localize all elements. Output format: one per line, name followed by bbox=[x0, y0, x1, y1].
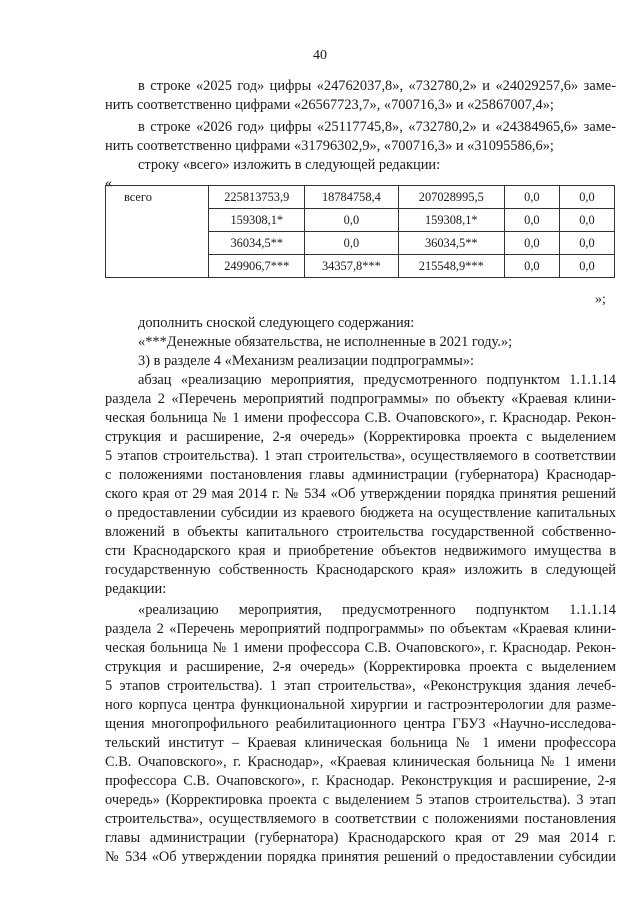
paragraph-1-line: редакции: bbox=[105, 581, 167, 597]
table-cell: 0,0 bbox=[504, 232, 559, 255]
table-cell: 159308,1* bbox=[398, 209, 504, 232]
section-title: 3) в разделе 4 «Механизм реализации подпрограммы»: bbox=[138, 353, 475, 369]
totals-table bbox=[105, 185, 615, 278]
table-row bbox=[106, 186, 615, 209]
paragraph-2-line: тельский институт – Краевая клиническая больница № 1 имени профессора bbox=[105, 735, 616, 751]
page-number: 40 bbox=[313, 48, 327, 63]
table-cell: 0,0 bbox=[504, 255, 559, 278]
paragraph-2-line: главы администрации (губернатора) Краснодарского края от 29 мая 2014 г. bbox=[105, 830, 616, 846]
table-cell: 18784758,4 bbox=[305, 186, 399, 209]
intro-line-4: нить соответственно цифрами «31796302,9», «700716,3» и «31095586,6»; bbox=[105, 138, 554, 154]
table-cell: 225813753,9 bbox=[209, 186, 305, 209]
table-cell: 34357,8*** bbox=[305, 255, 399, 278]
table-cell: 0,0 bbox=[559, 255, 614, 278]
paragraph-2-line: очередь» (Корректировка проекта с выделением 5 этапов строительства). 3 этап bbox=[105, 792, 616, 808]
paragraph-1-line: о предоставлении субсидии из краевого бюджета на осуществление капитальных bbox=[105, 505, 616, 521]
intro-line-3: в строке «2026 год» цифры «25117745,8», «732780,2» и «24384965,6» заме- bbox=[138, 119, 616, 135]
table-cell: 36034,5** bbox=[398, 232, 504, 255]
paragraph-2-line: строительства», осуществляемого в соответствии с положениями постановления bbox=[105, 811, 616, 827]
paragraph-2-line: струкция и расширение, 2-я очередь» (Корректировка проекта с выделением bbox=[105, 659, 616, 675]
paragraph-2-line: № 534 «Об утверждении порядка принятия решений о предоставлении субсидии bbox=[105, 849, 616, 865]
table-cell: 0,0 bbox=[305, 209, 399, 232]
table-cell: 0,0 bbox=[559, 232, 614, 255]
paragraph-1-line: ческая больница № 1 имени профессора С.В. Очаповского», г. Краснодар. Рекон- bbox=[105, 410, 616, 426]
paragraph-1-line: 5 этапов строительства). 1 этап строительства», осуществляемого в соответствии bbox=[105, 448, 616, 464]
intro-line-2: нить соответственно цифрами «26567723,7», «700716,3» и «25867007,4»; bbox=[105, 97, 554, 113]
table-cell: 0,0 bbox=[559, 186, 614, 209]
intro-line-5: строку «всего» изложить в следующей редакции: bbox=[138, 157, 441, 173]
table-cell: 215548,9*** bbox=[398, 255, 504, 278]
paragraph-1-line: абзац «реализацию мероприятия, предусмотренного подпунктом 1.1.1.14 bbox=[138, 372, 616, 388]
paragraph-1-line: струкция и расширение, 2-я очередь» (Корректировка проекта с выделением bbox=[105, 429, 616, 445]
paragraph-1-line: с положениями постановления главы администрации (губернатора) Краснодар- bbox=[105, 467, 616, 483]
paragraph-1-line: раздела 2 «Перечень мероприятий подпрограммы» по объекту «Краевая клини- bbox=[105, 391, 616, 407]
table-cell: 249906,7*** bbox=[209, 255, 305, 278]
paragraph-1-line: ского края от 29 мая 2014 г. № 534 «Об утверждении порядка принятия решений bbox=[105, 486, 616, 502]
table-cell: 0,0 bbox=[504, 209, 559, 232]
quote-close-mark: »; bbox=[595, 292, 606, 307]
paragraph-2-line: С.В. Очаповского», г. Краснодар», «Краевая клиническая больница № 1 имени bbox=[105, 754, 616, 770]
paragraph-2-line: профессора С.В. Очаповского», г. Краснодар. Реконструкция и расширение, 2-я bbox=[105, 773, 616, 789]
paragraph-1-line: государственную собственность Краснодарского края» изложить в следующей bbox=[105, 562, 616, 578]
paragraph-1-line: вложений в объекты капитального строительства государственной собственно- bbox=[105, 524, 616, 540]
table-cell: 0,0 bbox=[559, 209, 614, 232]
table-cell: 36034,5** bbox=[209, 232, 305, 255]
table-row-label: всего bbox=[106, 186, 209, 278]
paragraph-2-line: щения многопрофильного реабилитационного центра ГБУЗ «Научно-исследова- bbox=[105, 716, 616, 732]
paragraph-2-line: ческая больница № 1 имени профессора С.В. Очаповского», г. Краснодар. Рекон- bbox=[105, 640, 616, 656]
footnote-text: «***Денежные обязательства, не исполненные в 2021 году.»; bbox=[138, 334, 513, 350]
table-cell: 0,0 bbox=[504, 186, 559, 209]
paragraph-2-line: раздела 2 «Перечень мероприятий подпрограммы» по объектам «Краевая клини- bbox=[105, 621, 616, 637]
table-cell: 0,0 bbox=[305, 232, 399, 255]
footnote-intro: дополнить сноской следующего содержания: bbox=[138, 315, 415, 331]
table-cell: 159308,1* bbox=[209, 209, 305, 232]
paragraph-2-line: ного корпуса центра функциональной хирургии и гастроэнтерологии для разме- bbox=[105, 697, 616, 713]
table-cell: 207028995,5 bbox=[398, 186, 504, 209]
quote-open-mark: « bbox=[105, 176, 112, 191]
paragraph-2-line: «реализацию мероприятия, предусмотренного подпунктом 1.1.1.14 bbox=[138, 602, 616, 618]
intro-line-1: в строке «2025 год» цифры «24762037,8», «732780,2» и «24029257,6» заме- bbox=[138, 78, 616, 94]
paragraph-1-line: сти Краснодарского края и приобретение объектов недвижимого имущества в bbox=[105, 543, 616, 559]
paragraph-2-line: 5 этапов строительства). 1 этап строительства», «Реконструкция здания лечеб- bbox=[105, 678, 616, 694]
